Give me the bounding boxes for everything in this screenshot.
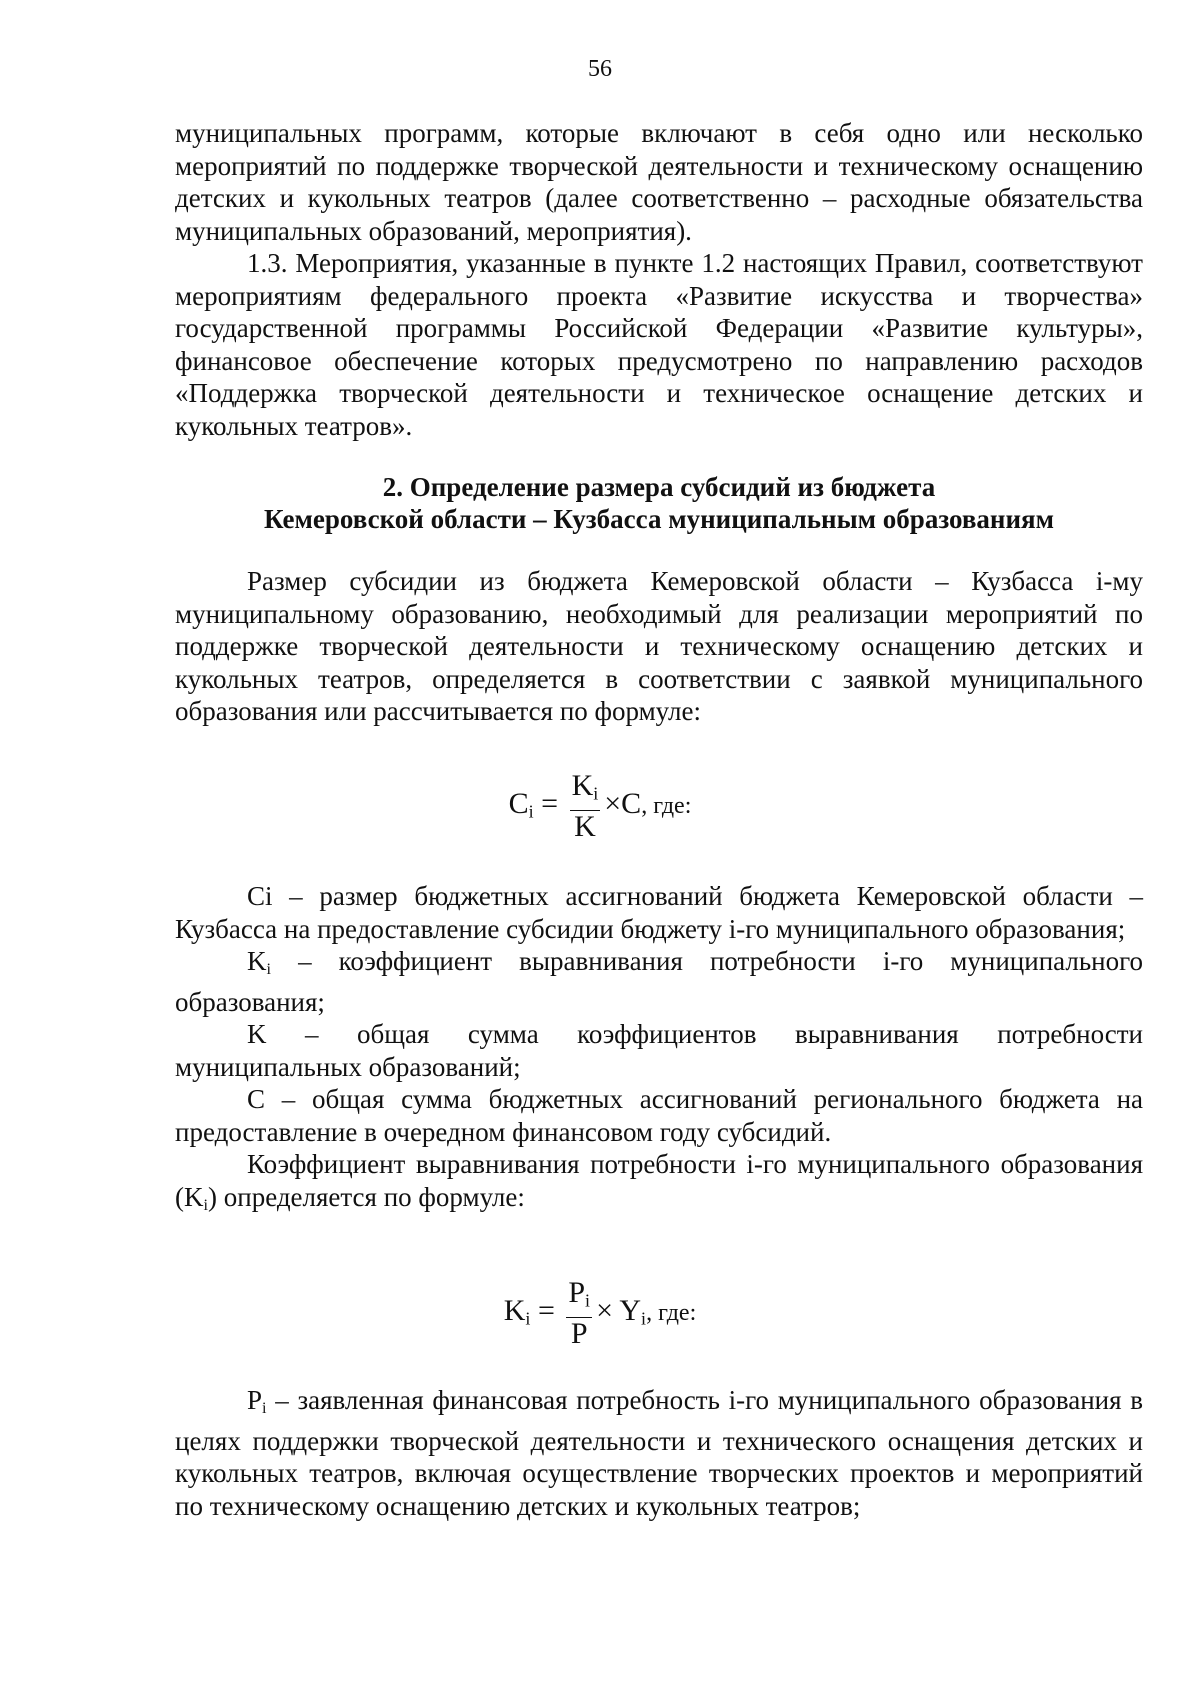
definition-ki-sub: i	[266, 960, 271, 979]
definition-c-symbol: C	[247, 1084, 266, 1115]
formula2-tail: , где:	[646, 1300, 697, 1327]
formula1-tail: , где:	[641, 793, 692, 820]
formula1-lhs-sub: i	[528, 801, 534, 822]
formula2-denominator: P	[570, 1316, 588, 1350]
section-heading	[175, 471, 1143, 535]
formula2-rhs: Y	[619, 1294, 642, 1328]
coef-intro-sub: i	[203, 1195, 208, 1214]
formula2-num-sub: i	[585, 1290, 591, 1311]
definition-k	[175, 1018, 1143, 1083]
formula1-eq: =	[541, 787, 559, 821]
formula2-numerator	[566, 1277, 592, 1318]
definition-p-block	[175, 1384, 1143, 1522]
formula1-num-sub: i	[593, 783, 599, 804]
formula2-times: ×	[596, 1294, 613, 1328]
formula1-fraction	[570, 770, 601, 843]
definitions-block	[175, 880, 1143, 1221]
section-heading-line-2: Кемеровской области – Кузбасса муниципальным образованиям	[263, 504, 1055, 534]
coef-intro-post: ) определяется по формуле:	[208, 1181, 525, 1212]
paragraph-subsidy-size: Размер субсидии из бюджета Кемеровской области – Кузбасса i-му муниципальному образованию, необходимый для реализации мероприятий по поддержке творческой деятельности и техническому оснащению детских и кукольных театров, определяется в соответствии с заявкой муниципального образования или рассчитывается по формуле:	[175, 566, 1143, 726]
definition-pi-symbol: P	[247, 1385, 263, 1415]
formula-coefficient	[0, 1277, 1200, 1350]
paragraph-continuation: муниципальных программ, которые включают в себя одно или несколько мероприятий по поддержке творческой деятельности и техническому оснащению детских и кукольных театров (далее соответственно – расходные обязательства муниципальных образований, мероприятия).	[175, 118, 1143, 246]
formula2-fraction	[566, 1277, 592, 1350]
definition-pi	[175, 1384, 1143, 1522]
formula2-num: P	[568, 1276, 586, 1309]
top-text-block	[175, 117, 1143, 442]
definition-k-text: – общая сумма коэффициентов выравнивания потребности муниципальных образований;	[175, 1019, 1143, 1082]
definition-ci-text: – размер бюджетных ассигнований бюджета Кемеровской области – Кузбасса на предоставление субсидии бюджету i-го муниципального образования;	[175, 881, 1143, 944]
formula1-denominator: K	[574, 809, 596, 843]
formula2-lhs: K	[503, 1294, 526, 1328]
definition-pi-sub: i	[262, 1399, 267, 1418]
formula2-rhs-sub: i	[641, 1308, 647, 1329]
page-number: 56	[588, 56, 612, 82]
subsidy-size-block	[175, 565, 1143, 728]
definition-ki-text: – коэффициент выравнивания потребности i-го муниципального образования;	[175, 946, 1143, 1017]
definition-ci-symbol: Ci	[247, 881, 273, 911]
definition-c	[175, 1083, 1143, 1148]
paragraph-coefficient-intro	[175, 1148, 1143, 1221]
formula1-rhs: C	[621, 787, 642, 821]
definition-ci	[175, 880, 1143, 945]
definition-ki-symbol: K	[247, 946, 267, 976]
paragraph-1-3: 1.3. Мероприятия, указанные в пункте 1.2 настоящих Правил, соответствуют мероприятиям федерального проекта «Развитие искусства и творчества» государственной программы Российской Федерации «Развитие культуры», финансовое обеспечение которых предусмотрено по направлению расходов «Поддержка творческой деятельности и техническое оснащение детских и кукольных театров».	[175, 248, 1143, 441]
formula1-num: K	[571, 769, 594, 802]
formula1-lhs: C	[508, 787, 529, 821]
formula1-times: ×	[604, 787, 622, 821]
coef-intro-pre: Коэффициент выравнивания потребности i-го муниципального образования (K	[175, 1149, 1143, 1212]
definition-ki	[175, 945, 1143, 1018]
formula2-lhs-sub: i	[525, 1308, 531, 1329]
definition-c-text: – общая сумма бюджетных ассигнований регионального бюджета на предоставление в очередном финансовом году субсидий.	[175, 1084, 1143, 1147]
definition-k-symbol: K	[247, 1019, 267, 1050]
definition-pi-text: – заявленная финансовая потребность i-го муниципального образования в целях поддержки творческой деятельности и технического оснащения детских и кукольных театров, включая осуществление творческих проектов и мероприятий по техническому оснащению детских и кукольных театров;	[175, 1385, 1143, 1521]
section-heading-line-1: 2. Определение размера субсидий из бюджета	[382, 472, 936, 502]
formula2-eq: =	[537, 1294, 555, 1328]
formula-subsidy	[0, 770, 1200, 843]
formula1-numerator	[570, 770, 601, 811]
